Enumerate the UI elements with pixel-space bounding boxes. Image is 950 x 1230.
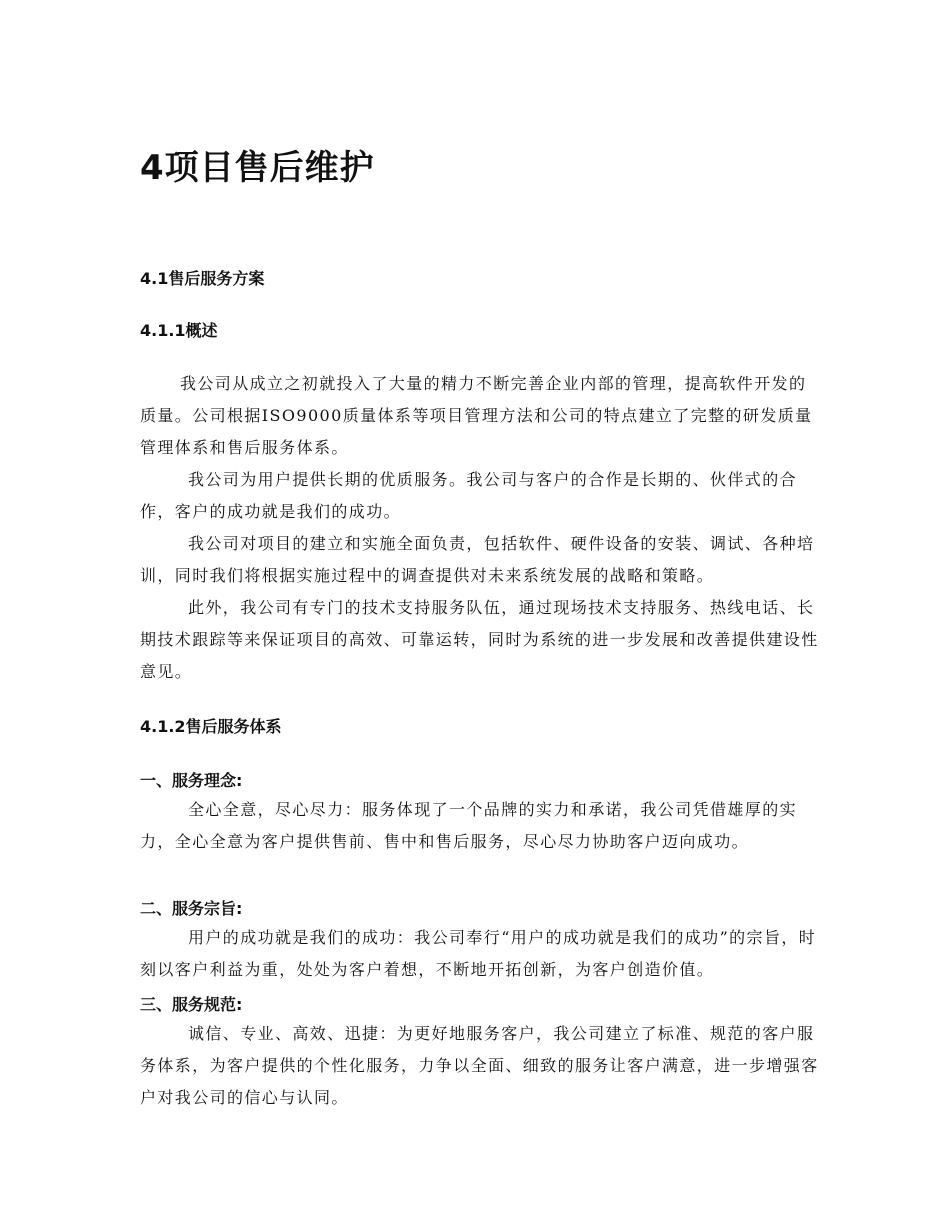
item-label-service-standard: 三、服务规范: bbox=[140, 995, 243, 1014]
section-heading-4-1: 4.1售后服务方案 bbox=[140, 269, 265, 288]
item-text-service-tenet: 用户的成功就是我们的成功：我公司奉行“用户的成功就是我们的成功”的宗旨，时刻以客户利益为重，处处为客户着想，不断地开拓创新，为客户创造价值。 bbox=[140, 928, 817, 979]
overview-paragraph: 我公司对项目的建立和实施全面负责，包括软件、硬件设备的安装、调试、各种培训，同时我们将根据实施过程中的调查提供对未来系统发展的战略和策略。 bbox=[140, 534, 815, 585]
overview-paragraph: 我公司从成立之初就投入了大量的精力不断完善企业内部的管理，提高软件开发的质量。公司根据ISO9000质量体系等项目管理方法和公司的特点建立了完整的研发质量管理体系和售后服务体系。 bbox=[140, 374, 813, 457]
section-heading-4-1-2: 4.1.2售后服务体系 bbox=[140, 717, 282, 736]
item-label-service-tenet: 二、服务宗旨: bbox=[140, 899, 243, 918]
section-heading-4-1-1: 4.1.1概述 bbox=[140, 321, 218, 340]
overview-paragraph: 此外，我公司有专门的技术支持服务队伍，通过现场技术支持服务、热线电话、长期技术跟踪等来保证项目的高效、可靠运转，同时为系统的进一步发展和改善提供建设性意见。 bbox=[140, 598, 819, 681]
overview-paragraph: 我公司为用户提供长期的优质服务。我公司与客户的合作是长期的、伙伴式的合作，客户的成功就是我们的成功。 bbox=[140, 470, 798, 521]
document-title: 4项目售后维护 bbox=[140, 148, 375, 188]
item-text-service-standard: 诚信、专业、高效、迅捷：为更好地服务客户，我公司建立了标准、规范的客户服务体系，为客户提供的个性化服务，力争以全面、细致的服务让客户满意，进一步增强客户对我公司的信心与认同。 bbox=[140, 1024, 819, 1107]
item-text-service-philosophy: 全心全意，尽心尽力：服务体现了一个品牌的实力和承诺，我公司凭借雄厚的实 力，全心全意为客户提供售前、售中和售后服务，尽心尽力协助客户迈向成功。 bbox=[140, 800, 798, 851]
item-label-service-philosophy: 一、服务理念: bbox=[140, 771, 243, 790]
